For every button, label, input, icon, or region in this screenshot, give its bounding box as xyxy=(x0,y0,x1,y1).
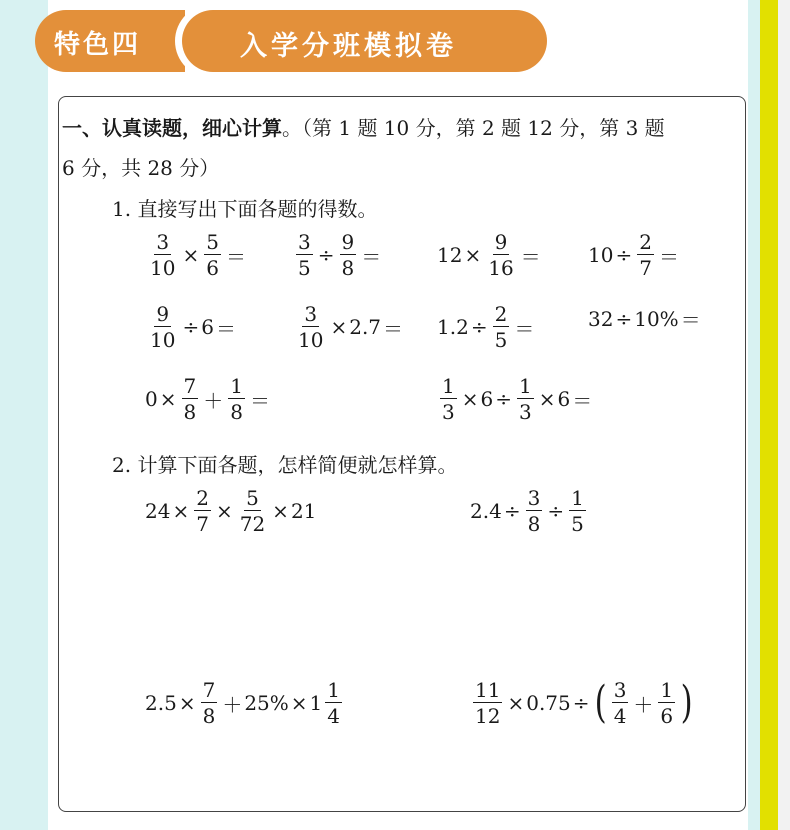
denominator: 72 xyxy=(239,512,266,536)
operator: ＋ xyxy=(203,388,224,413)
fraction xyxy=(228,376,245,422)
operator: ＝ xyxy=(658,244,679,269)
operator: × xyxy=(290,691,308,715)
fraction xyxy=(493,304,510,350)
denominator: 8 xyxy=(183,400,197,424)
numerator: 2 xyxy=(494,302,508,326)
numerator: 9 xyxy=(341,230,355,254)
q2-expression xyxy=(470,488,589,534)
header-title: 入学分班模拟卷 xyxy=(240,31,457,62)
operator: × xyxy=(215,499,233,523)
q2-instruction: 2. 计算下面各题，怎样简便就怎样算。 xyxy=(112,453,458,477)
fraction xyxy=(473,680,502,726)
numerator: 1 xyxy=(327,678,340,702)
fraction xyxy=(526,488,543,534)
parenthesis: ) xyxy=(680,677,693,728)
number: 1 xyxy=(309,691,323,715)
fraction xyxy=(637,232,654,278)
fraction xyxy=(296,232,313,278)
denominator: 3 xyxy=(519,400,532,424)
operator: ＝ xyxy=(520,244,541,269)
denominator: 10 xyxy=(150,256,176,280)
denominator: 8 xyxy=(341,256,355,280)
numerator: 11 xyxy=(475,678,501,702)
q1-expression xyxy=(293,232,383,278)
denominator: 4 xyxy=(613,704,627,728)
denominator: 7 xyxy=(639,256,652,280)
q1-expression xyxy=(437,304,536,350)
denominator: 5 xyxy=(571,512,584,536)
operator: ＝ xyxy=(572,388,593,413)
operator: ＝ xyxy=(215,316,236,341)
q1-expression xyxy=(437,232,543,278)
numerator: 9 xyxy=(494,230,508,254)
operator: ÷ xyxy=(317,243,335,267)
denominator: 8 xyxy=(202,704,216,728)
denominator: 8 xyxy=(527,512,541,536)
operator: ÷ xyxy=(547,499,565,523)
fraction xyxy=(325,680,342,726)
q1-expression xyxy=(293,304,405,350)
numerator: 3 xyxy=(613,678,627,702)
denominator: 7 xyxy=(196,512,209,536)
number: 21 xyxy=(290,499,317,523)
q2-expression xyxy=(145,680,345,726)
denominator: 16 xyxy=(488,256,514,280)
q1-expression xyxy=(437,376,594,422)
operator: ÷ xyxy=(615,306,633,331)
number: 2.4 xyxy=(470,499,502,523)
number: 10 xyxy=(588,243,614,267)
numerator: 3 xyxy=(527,486,541,510)
numerator: 9 xyxy=(156,302,170,326)
fraction xyxy=(148,304,177,350)
numerator: 5 xyxy=(246,486,259,510)
yellow-edge-band xyxy=(760,0,778,830)
number: 0.75 xyxy=(526,691,571,715)
operator: ÷ xyxy=(615,243,633,267)
denominator: 6 xyxy=(660,704,674,728)
number: 32 xyxy=(588,306,614,331)
numerator: 1 xyxy=(519,374,532,398)
fraction xyxy=(340,232,357,278)
operator: ＝ xyxy=(361,244,382,269)
fraction xyxy=(201,680,218,726)
operator: × xyxy=(172,499,190,523)
q1-expression xyxy=(145,376,272,422)
denominator: 4 xyxy=(327,704,340,728)
q1-expression xyxy=(145,232,248,278)
operator: ＝ xyxy=(249,388,270,413)
fraction xyxy=(658,680,675,726)
denominator: 5 xyxy=(494,328,508,352)
operator: × xyxy=(272,499,289,523)
q1-expression xyxy=(145,304,238,350)
denominator: 10 xyxy=(298,328,324,352)
operator: ÷ xyxy=(503,499,521,523)
numerator: 3 xyxy=(304,302,318,326)
numerator: 3 xyxy=(156,230,170,254)
fraction xyxy=(296,304,325,350)
operator: ＝ xyxy=(383,316,404,341)
numerator: 3 xyxy=(298,230,311,254)
number: 2.7 xyxy=(349,315,382,339)
header-left-label: 特色四 xyxy=(54,30,142,60)
operator: ＝ xyxy=(680,308,701,332)
denominator: 6 xyxy=(206,256,219,280)
number: 0 xyxy=(145,387,158,411)
denominator: 3 xyxy=(442,400,455,424)
fraction xyxy=(182,376,199,422)
section-title-line2: 6 分，共 28 分） xyxy=(62,156,220,180)
section-title-rest: 。（第 1 题 10 分，第 2 题 12 分，第 3 题 xyxy=(282,116,665,140)
operator: ＋ xyxy=(633,692,654,717)
number: 12 xyxy=(437,243,463,267)
fraction xyxy=(194,488,211,534)
number: 2.5 xyxy=(145,691,177,715)
denominator: 5 xyxy=(298,256,311,280)
operator: × xyxy=(330,315,348,339)
number: 6 xyxy=(557,387,571,411)
page-edge xyxy=(778,0,790,830)
operator: × xyxy=(464,243,482,267)
fraction xyxy=(517,376,534,422)
fraction xyxy=(569,488,586,534)
section-title-bold: 一、认真读题，细心计算 xyxy=(62,116,282,140)
q2-expression xyxy=(470,677,695,728)
operator: × xyxy=(538,387,556,411)
operator: ＝ xyxy=(514,316,535,341)
operator: ÷ xyxy=(572,691,590,715)
parenthesis: ( xyxy=(594,677,607,728)
q1-expression xyxy=(588,304,703,333)
number: 24 xyxy=(145,499,171,523)
numerator: 5 xyxy=(206,230,219,254)
fraction xyxy=(440,376,457,422)
operator: × xyxy=(182,243,200,267)
numerator: 1 xyxy=(571,486,584,510)
fraction xyxy=(612,680,629,726)
operator: ＝ xyxy=(225,244,246,269)
fraction xyxy=(148,232,177,278)
operator: × xyxy=(178,691,196,715)
q2-expression xyxy=(145,488,316,534)
number: 6 xyxy=(480,387,494,411)
denominator: 12 xyxy=(475,704,501,728)
numerator: 1 xyxy=(442,374,455,398)
operator: × xyxy=(159,387,177,411)
q1-expression xyxy=(588,232,681,278)
numerator: 1 xyxy=(660,678,674,702)
operator: ÷ xyxy=(182,315,200,339)
number: 6 xyxy=(201,315,214,339)
left-background-strip xyxy=(0,0,48,830)
number: 1.2 xyxy=(437,315,469,339)
section-title xyxy=(62,112,665,141)
operator: ÷ xyxy=(470,315,488,339)
numerator: 2 xyxy=(196,486,209,510)
q1-instruction: 1. 直接写出下面各题的得数。 xyxy=(112,197,378,221)
numerator: 1 xyxy=(230,374,243,398)
operator: ÷ xyxy=(495,387,512,411)
right-background-strip xyxy=(748,0,760,830)
number: 10% xyxy=(634,306,679,331)
fraction xyxy=(204,232,221,278)
numerator: 7 xyxy=(202,678,216,702)
operator: ＋ xyxy=(222,692,243,717)
operator: × xyxy=(507,691,525,715)
denominator: 10 xyxy=(150,328,176,352)
numerator: 7 xyxy=(183,374,197,398)
fraction xyxy=(486,232,515,278)
operator: × xyxy=(461,387,479,411)
number: 25% xyxy=(244,691,289,715)
numerator: 2 xyxy=(639,230,652,254)
fraction xyxy=(238,488,267,534)
denominator: 8 xyxy=(230,400,243,424)
